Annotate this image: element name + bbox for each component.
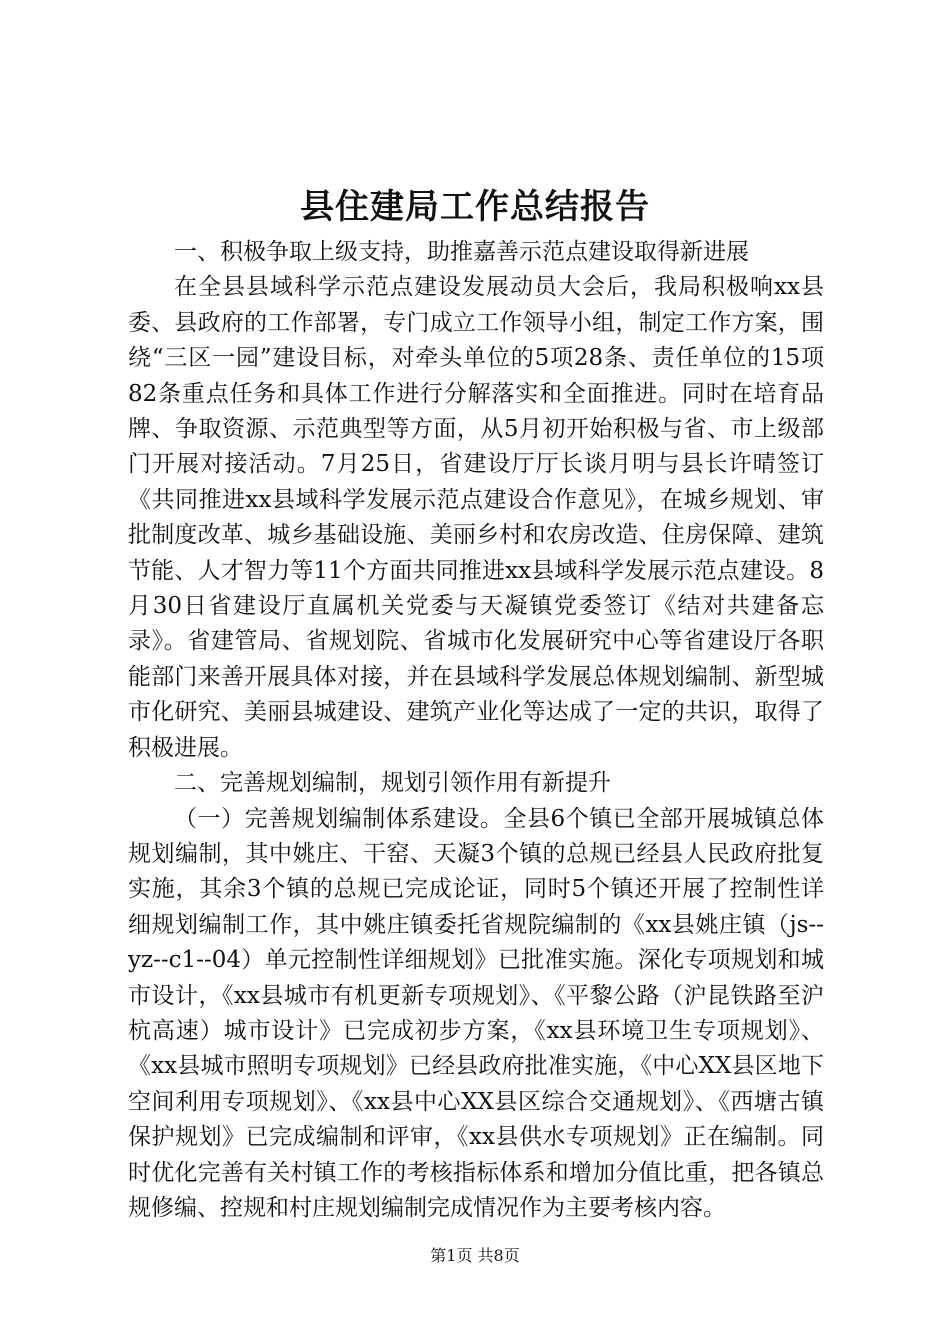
document-title: 县住建局工作总结报告 [300, 187, 650, 227]
paragraph-2: （一）完善规划编制体系建设。全县6个镇已全部开展城镇总体规划编制，其中姚庄、干窑、天凝3个镇的总规已经县人民政府批复实施，其余3个镇的总规已完成论证，同时5个镇还开展了控制性详细规划编制工作，其中姚庄镇委托省规院编制的《xx县姚庄镇（js--yz--c1--04）单元控制性详细规划》已批准实施。深化专项规划和城市设计，《xx县城市有机更新专项规划》、《平黎公路（沪昆铁路至沪杭高速）城市设计》已完成初步方案，《xx县环境卫生专项规划》、《xx县城市照明专项规划》已经县政府批准实施，《中心XX县区地下空间利用专项规划》、《xx县中心XX县区综合交通规划》、《西塘古镇保护规划》已完成编制和评审，《xx县供水专项规划》正在编制。同时优化完善有关村镇工作的考核指标体系和增加分值比重，把各镇总规修编、控规和村庄规划编制完成情况作为主要考核内容。 [128, 805, 824, 1221]
paragraph-1: 在全县县域科学示范点建设发展动员大会后，我局积极响xx县委、县政府的工作部署，专门成立工作领导小组，制定工作方案，围绕“三区一园”建设目标，对牵头单位的5项28条、责任单位的15项82条重点任务和具体工作进行分解落实和全面推进。同时在培育品牌、争取资源、示范典型等方面，从5月初开始积极与省、市上级部门开展对接活动。7月25日，省建设厅厅长谈月明与县长许晴签订《共同推进xx县域科学发展示范点建设合作意见》，在城乡规划、审批制度改革、城乡基础设施、美丽乡村和农房改造、住房保障、建筑节能、人才智力等11个方面共同推进xx县域科学发展示范点建设。8月30日省建设厅直属机关党委与天凝镇党委签订《结对共建备忘录》。省建管局、省规划院、省城市化发展研究中心等省建设厅各职能部门来善开展具体对接，并在县域科学发展总体规划编制、新型城市化研究、美丽县城建设、建筑产业化等达成了一定的共识，取得了积极进展。 [128, 274, 824, 761]
section-heading-2: 二、完善规划编制，规划引领作用有新提升 [174, 770, 611, 797]
section-heading-1: 一、积极争取上级支持，助推嘉善示范点建设取得新进展 [174, 239, 749, 265]
page-number-footer: 第1页 共8页 [430, 1246, 520, 1265]
document-body [128, 235, 824, 1226]
